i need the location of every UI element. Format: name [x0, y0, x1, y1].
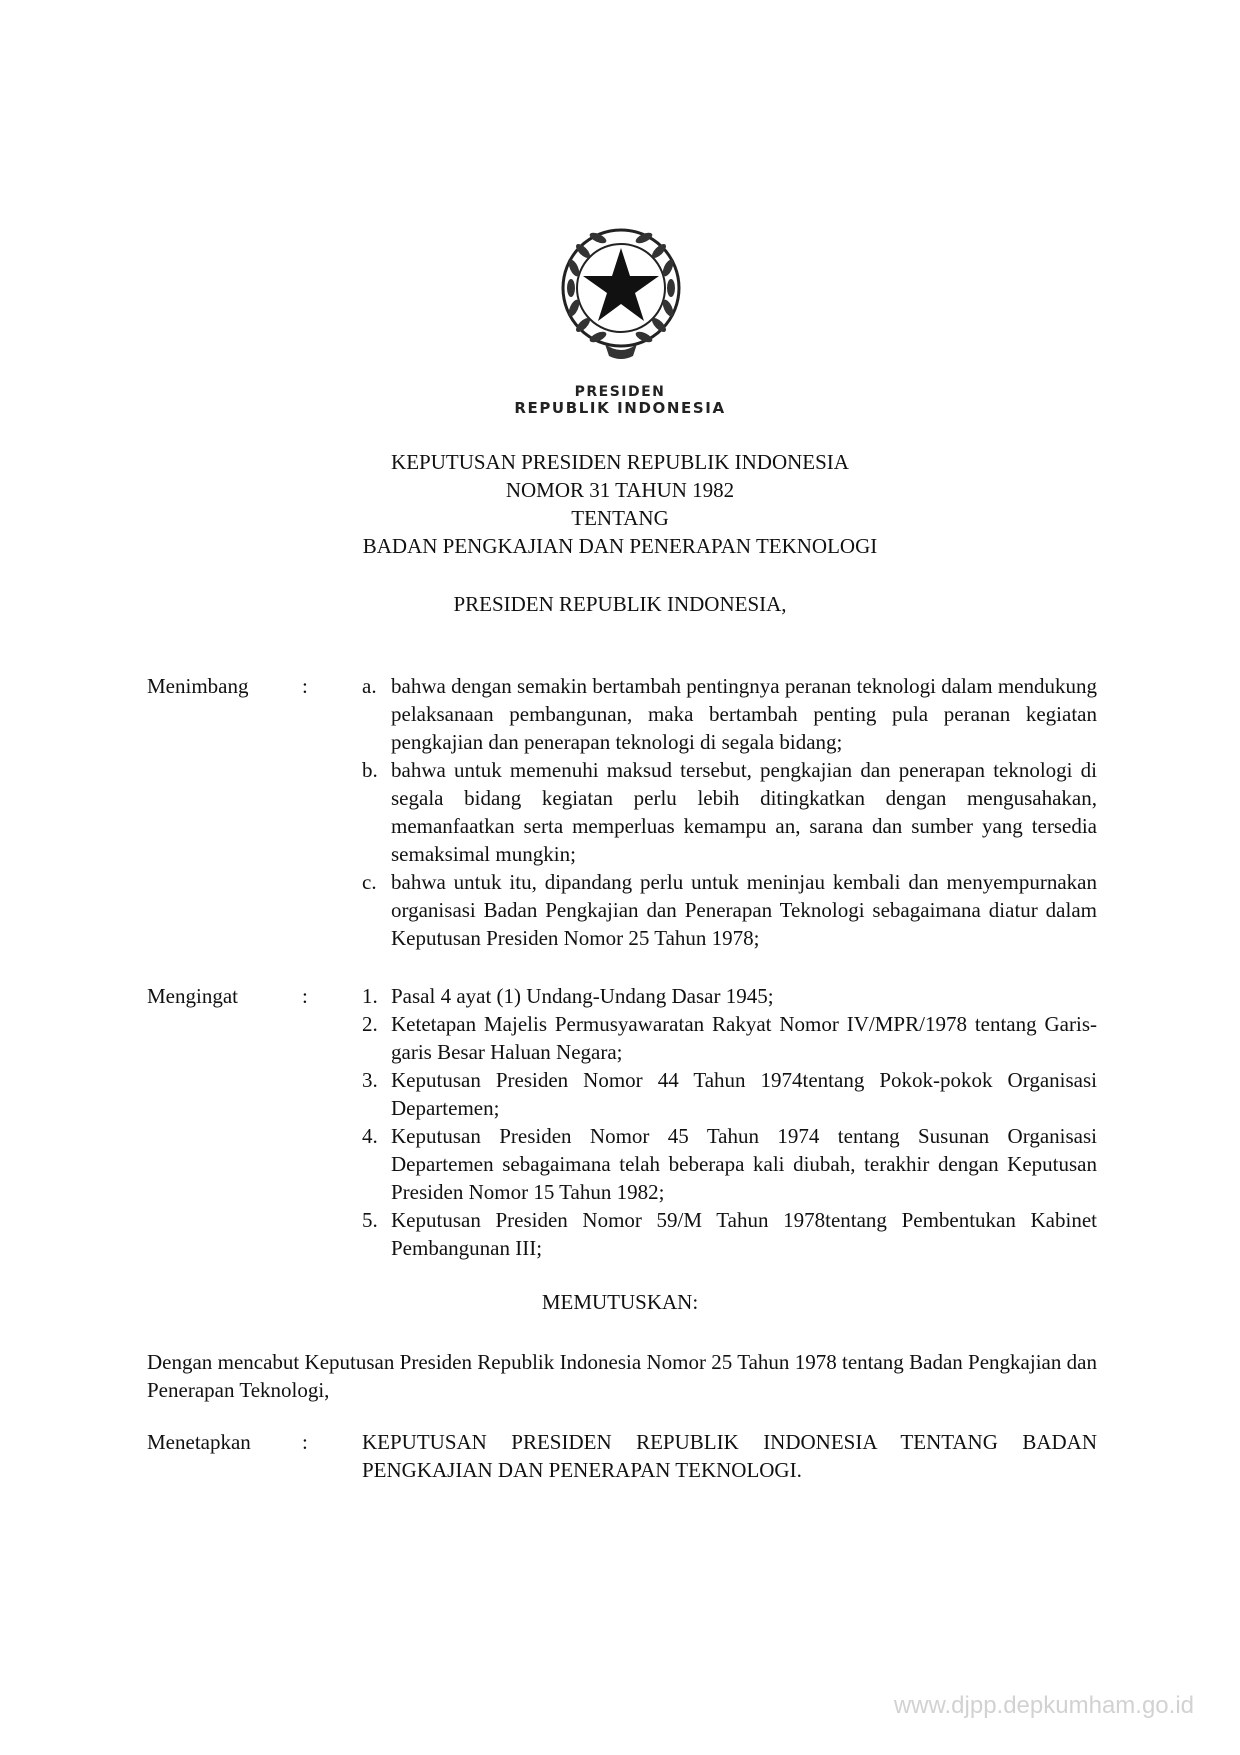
title-line-1: KEPUTUSAN PRESIDEN REPUBLIK INDONESIA [391, 450, 849, 474]
mengingat-colon: : [302, 984, 308, 1008]
title-line-2: NOMOR 31 TAHUN 1982 [505, 478, 735, 502]
menetapkan-colon: : [302, 1430, 308, 1454]
menetapkan-label: Menetapkan [147, 1430, 251, 1454]
item-marker: 3. [362, 1068, 378, 1092]
watermark: www.djpp.depkumham.go.id [893, 1692, 1194, 1719]
emblem-caption-line2: REPUBLIK INDONESIA [514, 399, 726, 417]
dengan-paragraph: Dengan mencabut Keputusan Presiden Republik Indonesia Nomor 25 Tahun 1978 tentang Badan Pengkajian dan Penerapan Teknologi, [147, 1350, 1097, 1402]
presidential-seal-icon [555, 224, 687, 366]
item-text: Pasal 4 ayat (1) Undang-Undang Dasar 1945; [391, 984, 774, 1008]
item-text: Keputusan Presiden Nomor 59/M Tahun 1978tentang Pembentukan Kabinet Pembangunan III; [391, 1208, 1097, 1260]
item-text: bahwa untuk memenuhi maksud tersebut, pengkajian dan penerapan teknologi di segala bidang kegiatan perlu lebih ditingkatkan dengan mengusahakan, memanfaatkan serta memperluas kemampu an, sarana dan sumber yang tersedia semaksimal mungkin; [391, 758, 1097, 866]
item-marker: c. [362, 870, 377, 894]
item-text: Ketetapan Majelis Permusyawaratan Rakyat Nomor IV/MPR/1978 tentang Garis-garis Besar Haluan Negara; [391, 1012, 1097, 1064]
item-text: Keputusan Presiden Nomor 44 Tahun 1974tentang Pokok-pokok Organisasi Departemen; [391, 1068, 1097, 1120]
menimbang-label: Menimbang [147, 674, 249, 698]
list-item [362, 756, 1097, 868]
item-text: bahwa dengan semakin bertambah pentingnya peranan teknologi dalam mendukung pelaksanaan pembangunan, maka bertambah penting pula peranan kegiatan pengkajian dan penerapan teknologi di segala bidang; [391, 674, 1097, 754]
item-marker: 2. [362, 1012, 378, 1036]
memutuskan-heading: MEMUTUSKAN: [541, 1290, 699, 1314]
menetapkan-text: KEPUTUSAN PRESIDEN REPUBLIK INDONESIA TENTANG BADAN PENGKAJIAN DAN PENERAPAN TEKNOLOGI. [362, 1430, 1097, 1482]
list-item [362, 1066, 1097, 1122]
list-item [362, 868, 1097, 952]
president-heading: PRESIDEN REPUBLIK INDONESIA, [453, 592, 787, 616]
item-marker: a. [362, 674, 377, 698]
title-line-4: BADAN PENGKAJIAN DAN PENERAPAN TEKNOLOGI [362, 534, 878, 558]
item-text: bahwa untuk itu, dipandang perlu untuk meninjau kembali dan menyempurnakan organisasi Badan Pengkajian dan Penerapan Teknologi sebagaimana diatur dalam Keputusan Presiden Nomor 25 Tahun 1978; [391, 870, 1097, 950]
document-title [280, 448, 960, 560]
menimbang-colon: : [302, 674, 308, 698]
item-marker: 1. [362, 984, 378, 1008]
item-text: Keputusan Presiden Nomor 45 Tahun 1974 tentang Susunan Organisasi Departemen sebagaimana telah beberapa kali diubah, terakhir dengan Keputusan Presiden Nomor 15 Tahun 1982; [391, 1124, 1097, 1204]
menimbang-list [362, 672, 1097, 952]
item-marker: 5. [362, 1208, 378, 1232]
list-item [362, 982, 1097, 1010]
title-line-3: TENTANG [571, 506, 669, 530]
emblem-caption [490, 384, 750, 417]
list-item [362, 1122, 1097, 1206]
mengingat-label: Mengingat [147, 984, 238, 1008]
item-marker: 4. [362, 1124, 378, 1148]
list-item [362, 672, 1097, 756]
item-marker: b. [362, 758, 378, 782]
list-item [362, 1010, 1097, 1066]
emblem-caption-line1: PRESIDEN [574, 384, 666, 400]
list-item [362, 1206, 1097, 1262]
mengingat-list [362, 982, 1097, 1262]
